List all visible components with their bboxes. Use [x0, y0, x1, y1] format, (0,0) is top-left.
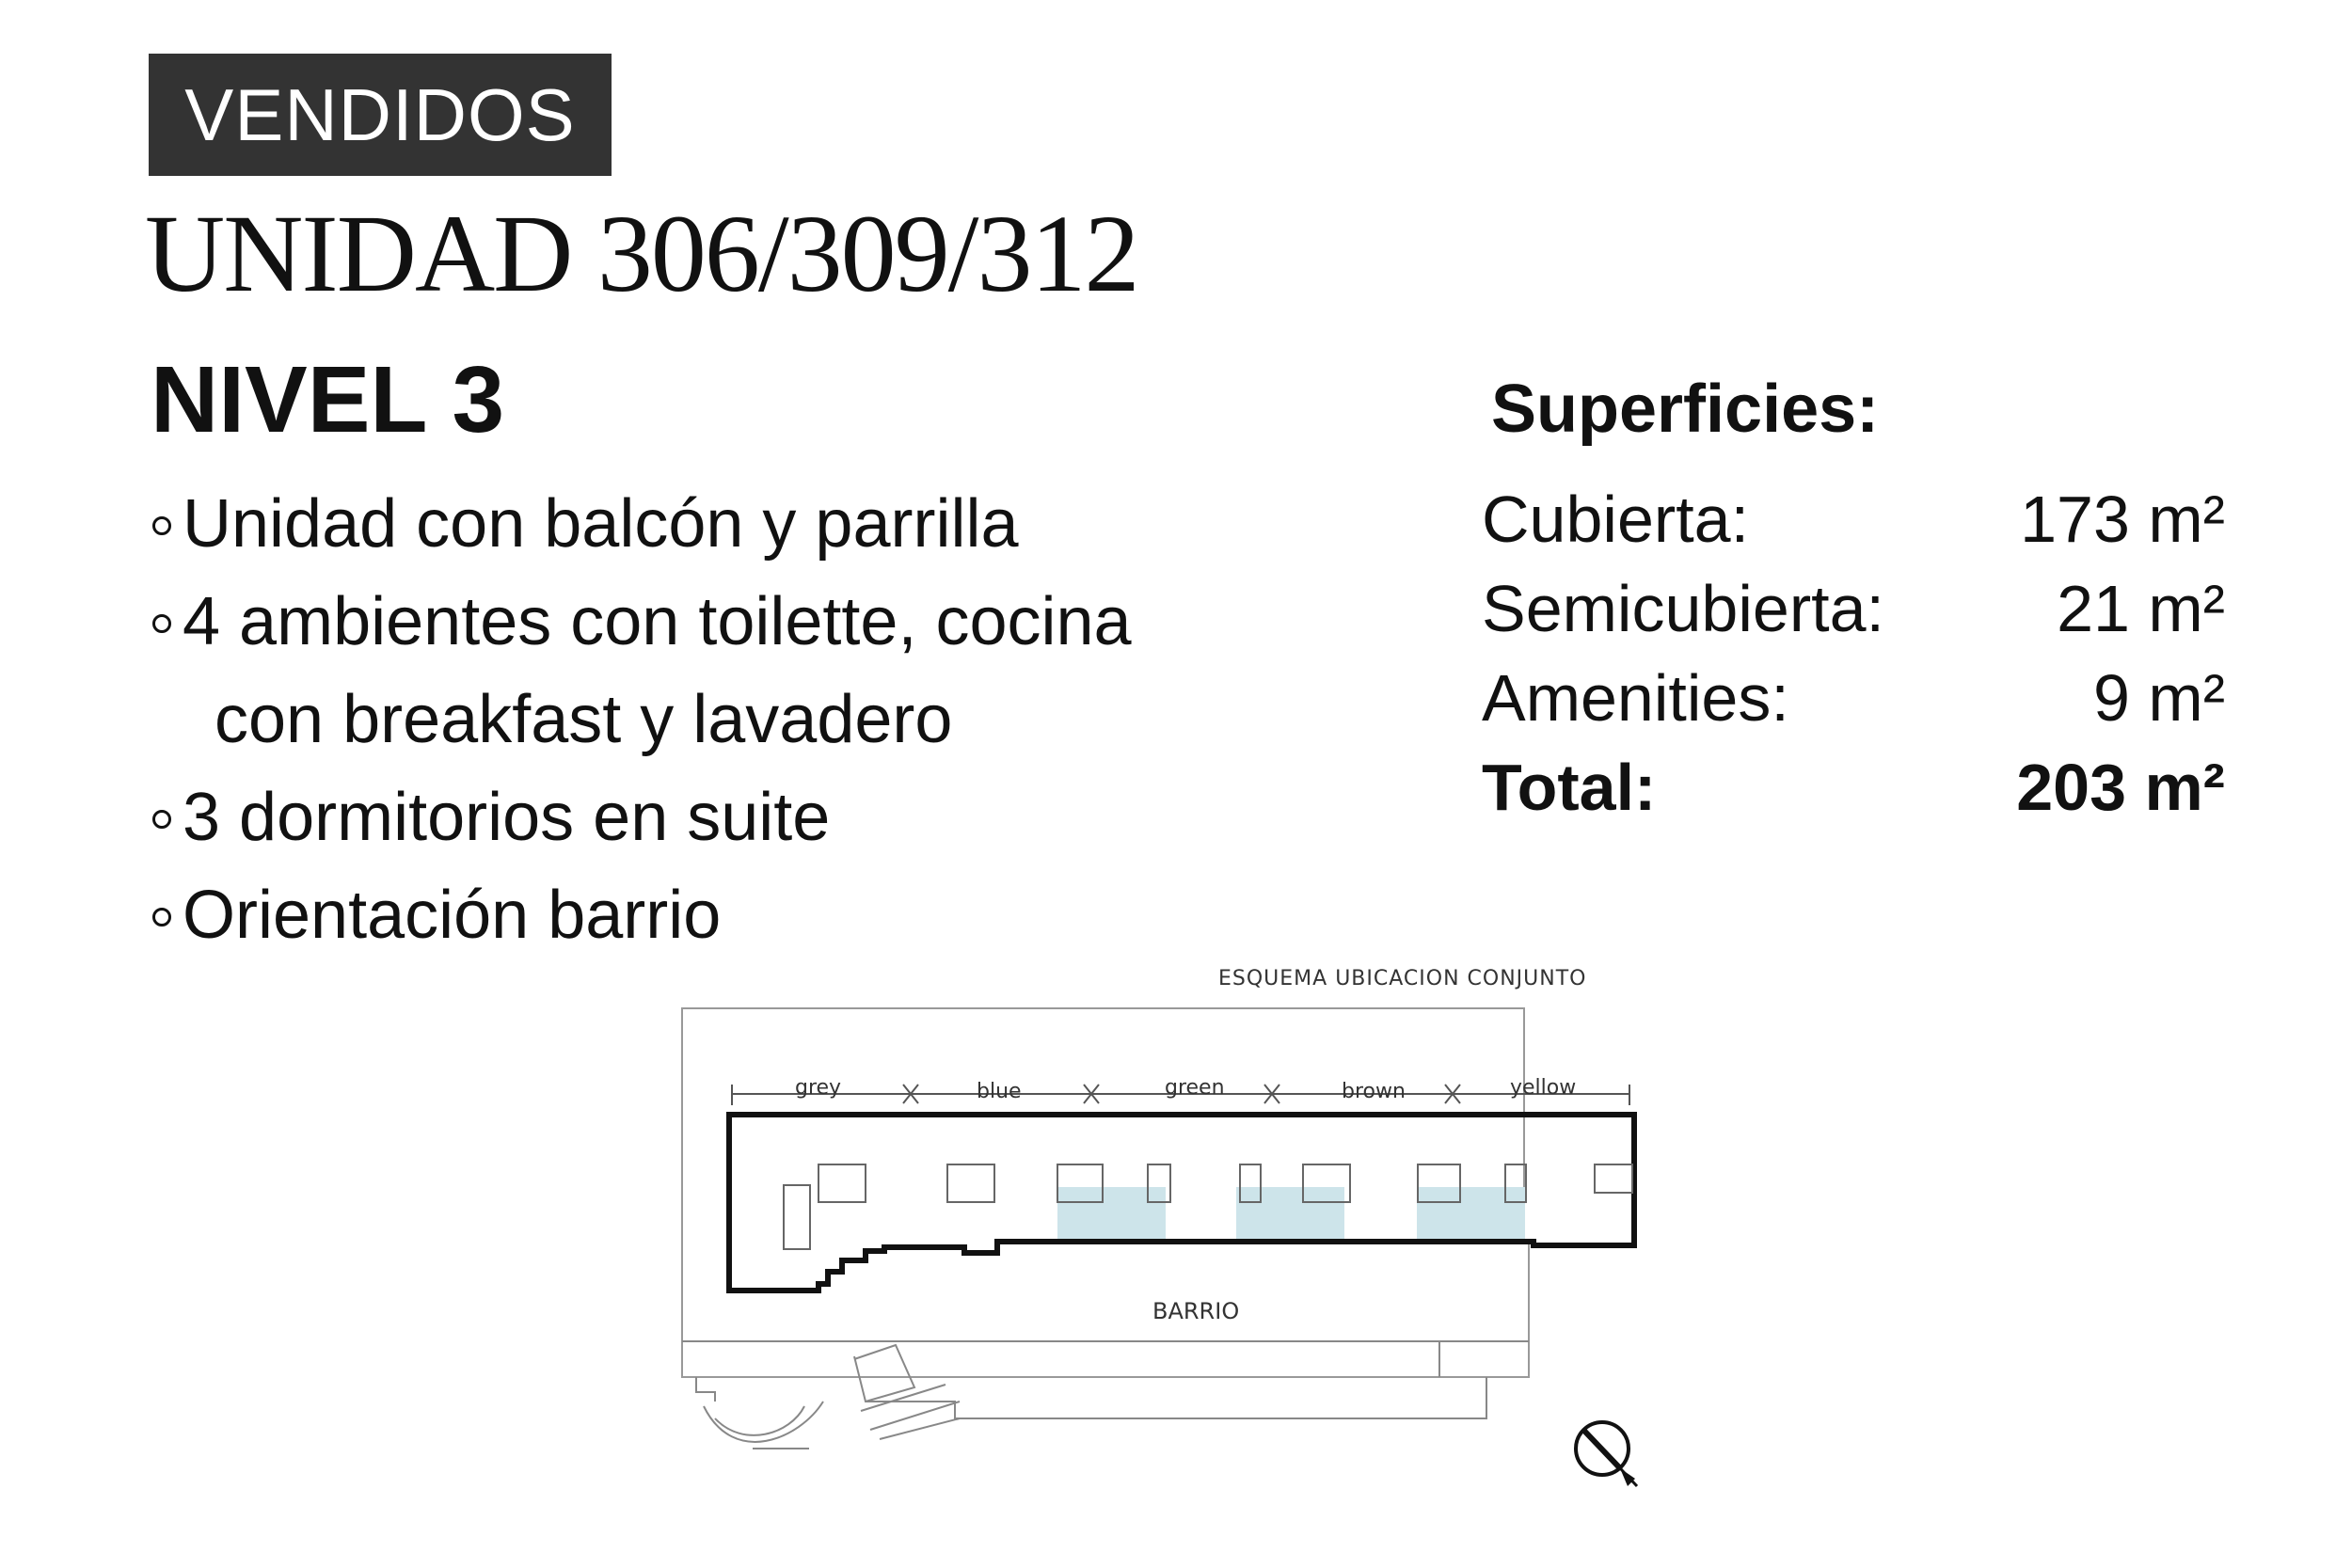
surface-row-amenities	[1482, 654, 2225, 743]
feature-text: Unidad con balcón y parrilla	[183, 486, 1019, 562]
site-plan-caption: ESQUEMA UBICACION CONJUNTO	[1218, 967, 1587, 990]
bullet-icon	[152, 516, 171, 535]
feature-item	[147, 866, 1132, 964]
surfaces-title: Superficies:	[1491, 372, 1880, 447]
highlight-unit-312	[1417, 1187, 1525, 1243]
street-label: BARRIO	[1152, 1298, 1240, 1324]
feature-item	[147, 768, 1132, 866]
sector-label-yellow: yellow	[1510, 1076, 1577, 1100]
feature-item	[147, 475, 1132, 573]
surface-label: Amenities:	[1482, 661, 1789, 735]
site-plan-drawing	[677, 959, 1693, 1496]
feature-text-continued: con breakfast y lavadero	[215, 682, 953, 757]
feature-text: 3 dormitorios en suite	[183, 780, 831, 855]
bullet-icon	[152, 614, 171, 633]
bullet-icon	[152, 908, 171, 927]
surface-label: Cubierta:	[1482, 483, 1750, 556]
feature-text: 4 ambientes con toilette, cocina	[183, 584, 1132, 659]
sector-label-green: green	[1165, 1076, 1225, 1100]
features-list	[147, 475, 1132, 964]
surface-row-semicubierta	[1482, 564, 2225, 654]
feature-text: Orientación barrio	[183, 878, 722, 953]
feature-item	[147, 573, 1132, 768]
bullet-icon	[152, 810, 171, 829]
surface-label: Total:	[1482, 751, 1657, 824]
north-arrow-icon	[1576, 1422, 1637, 1486]
highlight-unit-306	[1057, 1187, 1166, 1243]
surface-row-total	[1482, 743, 2225, 832]
sector-label-brown: brown	[1342, 1080, 1406, 1103]
status-badge: VENDIDOS	[149, 54, 612, 176]
site-plan	[677, 959, 1693, 1496]
surface-value: 21 m²	[2057, 572, 2225, 645]
sector-label-blue: blue	[977, 1080, 1022, 1103]
surface-value: 173 m²	[2020, 483, 2225, 556]
unit-title: UNIDAD 306/309/312	[145, 192, 1138, 315]
surface-row-cubierta	[1482, 475, 2225, 564]
surfaces-table	[1482, 475, 2225, 832]
level-heading: NIVEL 3	[151, 347, 505, 452]
surface-value: 203 m²	[2016, 751, 2225, 824]
highlight-unit-309	[1236, 1187, 1344, 1243]
surface-value: 9 m²	[2093, 661, 2225, 735]
surface-label: Semicubierta:	[1482, 572, 1884, 645]
sector-label-grey: grey	[795, 1076, 842, 1100]
